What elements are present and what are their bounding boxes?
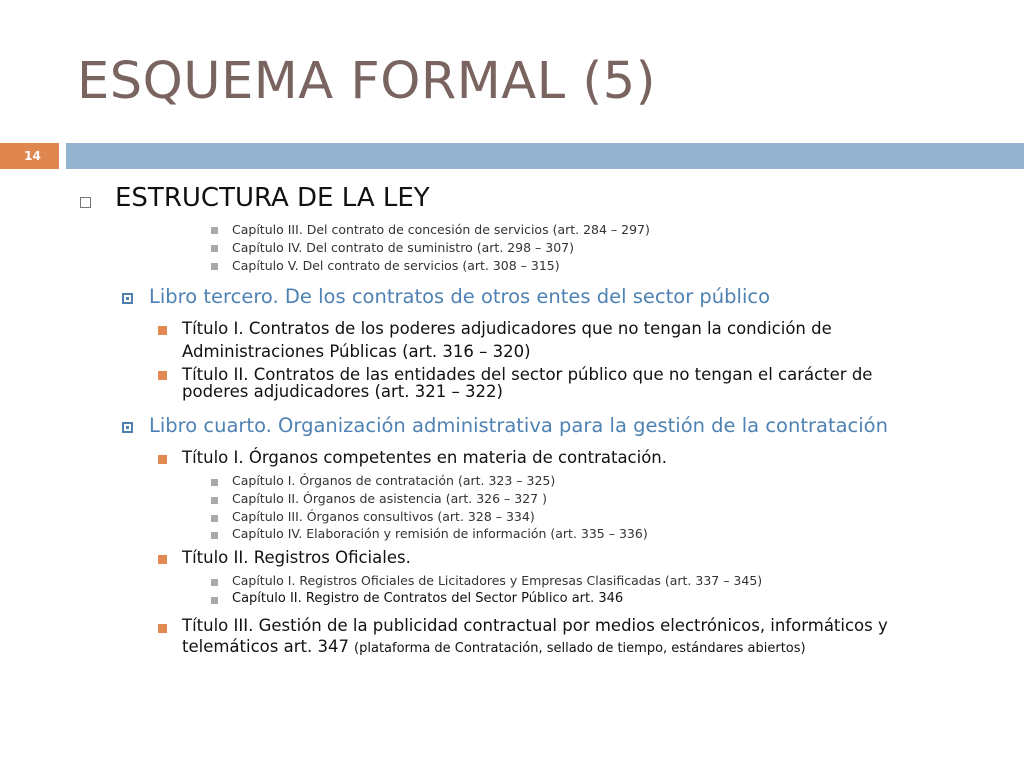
titulo-line: Título I. Contratos de los poderes adjudicadores que no tengan la condición de xyxy=(182,319,832,338)
chapter-item: Capítulo I. Órganos de contratación (art. 323 – 325) xyxy=(232,473,556,488)
chapter-item: Capítulo III. Del contrato de concesión de servicios (art. 284 – 297) xyxy=(232,222,650,237)
titulo-heading: Título II. Registros Oficiales. xyxy=(182,548,411,567)
orange-square-bullet-icon xyxy=(158,555,167,564)
checkbox-bullet-icon xyxy=(80,197,91,208)
chapter-item: Capítulo V. Del contrato de servicios (art. 308 – 315) xyxy=(232,258,560,273)
slide-number: 14 xyxy=(24,149,41,163)
chapter-item: Capítulo II. Órganos de asistencia (art. 326 – 327 ) xyxy=(232,491,547,506)
chapter-item: Capítulo IV. Del contrato de suministro (art. 298 – 307) xyxy=(232,240,575,255)
titulo-line-wrap xyxy=(182,637,806,656)
chapter-item: Capítulo IV. Elaboración y remisión de información (art. 335 – 336) xyxy=(232,526,648,541)
gray-square-bullet-icon xyxy=(211,263,218,270)
titulo-parenthetical: (plataforma de Contratación, sellado de tiempo, estándares abiertos) xyxy=(354,641,806,656)
blue-square-bullet-icon xyxy=(122,422,133,433)
slide-title: ESQUEMA FORMAL (5) xyxy=(77,52,657,111)
section-heading: ESTRUCTURA DE LA LEY xyxy=(115,183,430,213)
libro-tercero-heading: Libro tercero. De los contratos de otros entes del sector público xyxy=(149,285,771,308)
gray-square-bullet-icon xyxy=(211,479,218,486)
gray-square-bullet-icon xyxy=(211,515,218,522)
slide-number-badge xyxy=(0,143,59,169)
orange-square-bullet-icon xyxy=(158,455,167,464)
gray-square-bullet-icon xyxy=(211,597,218,604)
chapter-item: Capítulo III. Órganos consultivos (art. 328 – 334) xyxy=(232,509,535,524)
titulo-line: poderes adjudicadores (art. 321 – 322) xyxy=(182,382,503,401)
libro-cuarto-heading: Libro cuarto. Organización administrativa para la gestión de la contratación xyxy=(149,414,888,437)
titulo-heading: Título I. Órganos competentes en materia de contratación. xyxy=(182,448,668,467)
titulo-line: Título II. Contratos de las entidades del sector público que no tengan el carácter de xyxy=(182,365,873,384)
titulo-line: telemáticos art. 347 xyxy=(182,637,349,656)
blue-square-bullet-icon xyxy=(122,293,133,304)
gray-square-bullet-icon xyxy=(211,497,218,504)
gray-square-bullet-icon xyxy=(211,227,218,234)
orange-square-bullet-icon xyxy=(158,371,167,380)
gray-square-bullet-icon xyxy=(211,579,218,586)
chapter-item: Capítulo II. Registro de Contratos del Sector Público art. 346 xyxy=(232,591,624,606)
titulo-line: Título III. Gestión de la publicidad contractual por medios electrónicos, informáticos y xyxy=(182,616,888,635)
orange-square-bullet-icon xyxy=(158,624,167,633)
titulo-line: Administraciones Públicas (art. 316 – 320) xyxy=(182,342,531,361)
orange-square-bullet-icon xyxy=(158,326,167,335)
chapter-item: Capítulo I. Registros Oficiales de Licitadores y Empresas Clasificadas (art. 337 – 345) xyxy=(232,573,763,588)
gray-square-bullet-icon xyxy=(211,532,218,539)
gray-square-bullet-icon xyxy=(211,245,218,252)
header-bar xyxy=(66,143,1024,169)
